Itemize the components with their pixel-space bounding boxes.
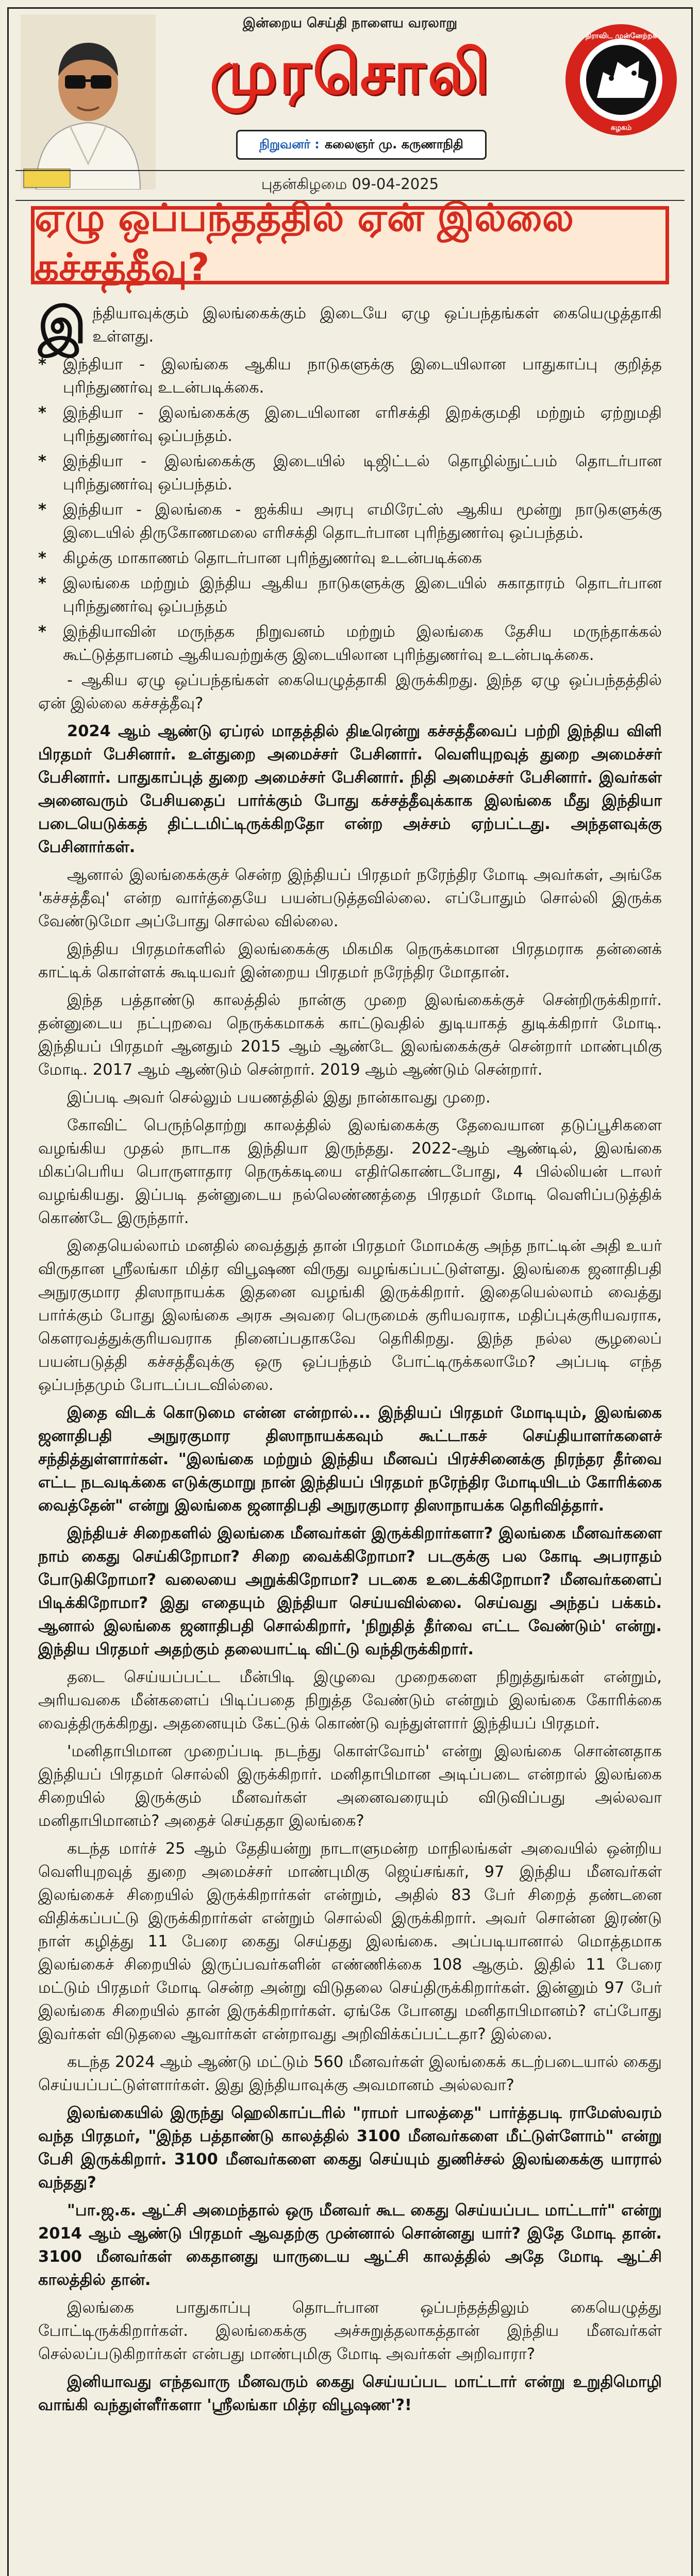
article-paragraph: இலங்கையில் இருந்து ஹெலிகாப்டரில் "ராமர் பாலத்தை" பார்த்தபடி ராமேஸ்வரம் வந்த பிரதமர், "இந்த பத்தாண்டு காலத்தில் 3100 மீனவர்களை மீட்டுள்ளோம்" என்று பேசி இருக்கிறார். 3100 மீனவர்களை கைது செய்யும் துணிச்சல் இலங்கைக்கு யாரால் வந்தது? — [38, 2104, 662, 2192]
star-bullet-icon: * — [38, 574, 46, 592]
article-paragraph: ஆனால் இலங்கைக்குச் சென்ற இந்தியப் பிரதமர் நரேந்திர மோடி அவர்கள், அங்கே 'கச்சத்தீவு' என்ற வார்த்தையே பயன்படுத்தவில்லை. எப்போதும் சொல்லி இருக்க வேண்டுமோ அப்போது சொல்ல வில்லை. — [38, 866, 662, 930]
headline: ஏழு ஒப்பந்தத்தில் ஏன் இல்லை கச்சத்தீவு? — [35, 196, 574, 290]
article-paragraph: இனியாவது எந்தவாரு மீனவரும் கைது செய்யப்பட மாட்டார் என்று உறுதிமொழி வாங்கி வந்துள்ளீர்களா 'ஸ்ரீலங்கா மித்ர விபூஷண'?! — [38, 2373, 662, 2414]
svg-text:கழகம்: கழகம் — [610, 124, 632, 132]
article-paragraph: 'மனிதாபிமான முறைப்படி நடந்து கொள்வோம்' என்று இலங்கை சொன்னதாக இந்தியப் பிரதமர் சொல்லி இருக்கிறார். மனிதாபிமான அடிப்படை என்றால் இலங்கை சிறையில் இருக்கும் மீனவர்கள் அனைவரையும் விடுவிப்பது அல்லவா மனிதாபிமானம்? அதைச் செய்ததா இலங்கை? — [38, 1742, 662, 1830]
article-paragraph: - ஆகிய ஏழு ஒப்பந்தங்கள் கையெழுத்தாகி இருக்கிறது. இந்த ஏழு ஒப்பந்தத்தில் ஏன் இல்லை கச்சத்தீவு? — [38, 671, 662, 713]
masthead — [0, 0, 700, 222]
publication-date: புதன்கிழமை 09-04-2025 — [261, 175, 439, 193]
article-paragraph: 2024 ஆம் ஆண்டு ஏப்ரல் மாதத்தில் திடீரென்று கச்சத்தீவைப் பற்றி இந்திய விளி பிரதமர் பேசினார். உள்துறை அமைச்சர் பேசினார். வெளியுறவுத் துறை அமைச்சர் பேசினார். பாதுகாப்புத் துறை அமைச்சர் பேசினார். நிதி அமைச்சர் பேசினார். இவர்கள் அனைவரும் பேசியதைப் பார்க்கும் போது கச்சத்தீவுக்காக இலங்கை மீது இந்தியா படையெடுக்கத் திட்டமிட்டிருக்கிறதோ என்ற அச்சம் ஏற்பட்டது. அந்தளவுக்கு பேசினார்கள். — [38, 722, 662, 856]
article-paragraph: இதை விடக் கொடுமை என்ன என்றால்... இந்தியப் பிரதமர் மோடியும், இலங்கை ஜனாதிபதி அநுரகுமார திஸாநாயக்கவும் கூட்டாகச் செய்தியாளர்களைச் சந்தித்துள்ளார்கள். "இலங்கை மற்றும் இந்திய மீனவப் பிரச்சினைக்கு நிரந்தர தீர்வை எட்ட நடவடிக்கை எடுக்குமாறு நான் இந்தியப் பிரதமர் நரேந்திர மோடியிடம் கோரிக்கை வைத்தேன்" என்று இலங்கை ஜனாதிபதி அநுரகுமார திஸாநாயக்க தெரிவித்தார். — [38, 1404, 662, 1515]
star-bullet-icon: * — [38, 404, 46, 422]
article-paragraph: இதையெல்லாம் மனதில் வைத்துத் தான் பிரதமர் மோமக்கு அந்த நாட்டின் அதி உயர் விருதான ஸ்ரீலங்கா மித்ர விபூஷண விருது வழங்கப்பட்டுள்ளது. இலங்கை ஜனாதிபதி அநுரகுமார திஸாநாயக்க இதனை வழங்கி இருக்கிறார். இதையெல்லாம் வைத்து பார்க்கும் போது இலங்கை அரசு அவரை பெருமைக் குரியவராக, மதிப்புக்குரியவராக, கௌரவத்துக்குரியவராக நினைப்பதாகவே தெரிகிறது. இந்த நல்ல சூழலைப் பயன்படுத்தி கச்சத்தீவுக்கு ஒரு ஒப்பந்தம் போட்டிருக்கலாமே? அப்படி எந்த ஒப்பந்தமும் போடப்படவில்லை. — [38, 1237, 662, 1394]
agreement-item: * இந்தியா - இலங்கைக்கு இடையில் டிஜிட்டல் தொழில்நுட்பம் தொடர்பான புரிந்துணர்வு ஒப்பந்தம். — [38, 450, 662, 496]
article-paragraph: கோவிட் பெருந்தொற்று காலத்தில் இலங்கைக்கு தேவையான தடுப்பூசிகளை வழங்கிய முதல் நாடாக இந்தியா இருந்தது. 2022-ஆம் ஆண்டில், இலங்கை மிகப்பெரிய பொருளாதார நெருக்கடியை எதிர்கொண்டபோது, 4 பில்லியன் டாலர் வழங்கியது. இப்படி தன்னுடைய நல்லெண்ணத்தை பிரதமர் மோடி வெளிப்படுத்திக் கொண்டே இருந்தார். — [38, 1116, 662, 1227]
agreement-item: * இந்தியா - இலங்கை - ஐக்கிய அரபு எமிரேட்ஸ் ஆகிய மூன்று நாடுகளுக்கு இடையில் திருகோணமலை எரிசக்தி தொடர்பான புரிந்துணர்வு ஒப்பந்தம். — [38, 498, 662, 545]
agreement-item: * இந்தியா - இலங்கை ஆகிய நாடுகளுக்கு இடையிலான பாதுகாப்பு குறித்த புரிந்துணர்வு உடன்படிக்கை. — [38, 353, 662, 399]
intro-text: ந்தியாவுக்கும் இலங்கைக்கும் இடையே ஏழு ஒப்பந்தங்கள் கையெழுத்தாகி உள்ளது. — [92, 304, 662, 346]
svg-text:திராவிட முன்னேற்றக்: திராவிட முன்னேற்றக் — [585, 32, 657, 40]
article-paragraph: இந்திய பிரதமர்களில் இலங்கைக்கு மிகமிக நெருக்கமான பிரதமராக தன்னைக் காட்டிக் கொள்ளக் கூடியவர் இன்றைய பிரதமர் நரேந்திர மோதான். — [38, 940, 662, 981]
agreement-item: * இந்தியாவின் மருந்தக நிறுவனம் மற்றும் இலங்கை தேசிய மருந்தாக்கல் கூட்டுத்தாபனம் ஆகியவற்றுக்கு இடையிலான புரிந்துணர்வு உடன்படிக்கை. — [38, 620, 662, 667]
article-body — [38, 297, 662, 2576]
founder-credit — [236, 130, 487, 160]
newspaper-logotype: முரசொலி — [209, 37, 492, 108]
star-bullet-icon: * — [38, 355, 46, 374]
article-paragraph: இலங்கை பாதுகாப்பு தொடர்பான ஒப்பந்தத்திலும் கையெழுத்து போட்டிருக்கிறார்கள். இலங்கைக்கு அச்சுறுத்தலாகத்தான் இந்திய மீனவர்கள் செல்லப்படுகிறார்கள் என்பது மாண்புமிகு மோடி அவர்கள் அறிவாரா? — [38, 2299, 662, 2363]
star-bullet-icon: * — [38, 623, 46, 641]
masthead-tagline: இன்றைய செய்தி நாளைய வரலாறு — [242, 15, 458, 31]
article-paragraph: இப்படி அவர் செல்லும் பயணத்தில் இது நான்காவது முறை. — [67, 1089, 491, 1107]
agreement-item: * இலங்கை மற்றும் இந்திய ஆகிய நாடுகளுக்கு இடையில் சுகாதாரம் தொடர்பான புரிந்துணர்வு ஒப்பந்தம் — [38, 572, 662, 618]
party-emblem-icon — [562, 21, 680, 139]
headline-banner — [31, 196, 669, 290]
article-paragraph: இந்தியச் சிறைகளில் இலங்கை மீனவர்கள் இருக்கிறார்களா? இலங்கை மீனவர்களை நாம் கைது செய்கிறோமா? சிறை வைக்கிறோமா? படகுக்கு பல கோடி அபராதம் போடுகிறோமா? வலையை அறுக்கிறோமா? படகை உடைக்கிறோமா? மீனவர்களைப் பிடிக்கிறோமா? இது எதையும் இந்தியா செய்யவில்லை. செய்வது அந்தப் பக்கம். ஆனால் இலங்கை ஜனாதிபதி சொல்கிறார், 'நிறுதித் தீர்வை எட்ட வேண்டும்' என்று. இந்திய பிரதமர் அதற்கும் தலையாட்டி விட்டு வந்திருக்கிறார். — [38, 1524, 662, 1658]
founder-name: கலைஞர் மு. கருணாநிதி — [324, 137, 463, 151]
intro-paragraph — [38, 297, 662, 354]
article-paragraph: தடை செய்யப்பட்ட மீன்பிடி இழுவை முறைகளை நிறுத்துங்கள் என்றும், அரியவகை மீன்களைப் பிடிப்பதை நிறுத்த வேண்டும் என்றும் இலங்கை கோரிக்கை வைத்திருக்கிறது. அதனையும் கேட்டுக் கொண்டு வந்துள்ளார் இந்தியப் பிரதமர். — [38, 1668, 662, 1733]
star-bullet-icon: * — [38, 501, 46, 519]
star-bullet-icon: * — [38, 452, 46, 470]
masthead-rule — [15, 170, 685, 171]
article-paragraph: கடந்த மார்ச் 25 ஆம் தேதியன்று நாடாளுமன்ற மாநிலங்கள் அவையில் ஒன்றிய வெளியுறவுத் துறை அமைச்சர் மாண்புமிகு ஜெய்சங்கர், 97 இந்திய மீனவர்கள் இலங்கைச் சிறையில் இருக்கிறார்கள் என்றும், அதில் 83 பேர் சிறைத் தண்டனை விதிக்கப்பட்டு இருக்கிறார்கள் என்றும் சொல்லி இருக்கிறார். அவர் சொன்ன இரண்டு நாள் கழித்து 11 பேரை கைது செய்தது இலங்கை. அப்படியானால் மொத்தமாக இலங்கைச் சிறையில் இருப்பவர்களின் எண்ணிக்கை 108 ஆகும். இதில் 11 பேரை மட்டும் பிரதமர் மோடி சென்ற அன்று விடுதலை செய்திருக்கிறார்கள். இன்னும் 97 பேர் இலங்கை சிறையில் தான் இருக்கிறார்கள். ஏங்கே போனது மனிதாபிமானம்? எப்போது இவர்கள் விடுதலை ஆவார்கள் என்றாவது அறிவிக்கப்பட்டதா? இல்லை. — [38, 1840, 662, 2043]
drop-cap: இ — [38, 297, 87, 354]
founder-label: நிறுவனர் : — [259, 137, 320, 151]
star-bullet-icon: * — [38, 549, 46, 567]
agreement-item: * கிழக்கு மாகாணம் தொடர்பான புரிந்துணர்வு உடன்படிக்கை — [38, 547, 662, 570]
article-paragraph: இந்த பத்தாண்டு காலத்தில் நான்கு முறை இலங்கைக்குச் சென்றிருக்கிறார். தன்னுடைய நட்புறவை நெருக்கமாகக் காட்டுவதில் துடியாகத் துடிக்கிறார் மோடி. இந்தியப் பிரதமர் ஆனதும் 2015 ஆம் ஆண்டே இலங்கைக்குச் சென்றார் மாண்புமிகு மோடி. 2017 ஆம் ஆண்டும் சென்றார். 2019 ஆம் ஆண்டும் சென்றார். — [38, 991, 662, 1079]
agreement-item: * இந்தியா - இலங்கைக்கு இடையிலான எரிசக்தி இறக்குமதி மற்றும் ஏற்றுமதி புரிந்துணர்வு ஒப்பந்தம். — [38, 401, 662, 448]
article-paragraph: "பா.ஜ.க. ஆட்சி அமைந்தால் ஒரு மீனவர் கூட கைது செய்யப்பட மாட்டார்" என்று 2014 ஆம் ஆண்டு பிரதமர் ஆவதற்கு முன்னால் சொன்னது யார்? இதே மோடி தான். 3100 மீனவர்கள் கைதானது யாருடைய ஆட்சி காலத்தில் அதே மோடி ஆட்சி காலத்தில் தான். — [38, 2201, 662, 2289]
founder-portrait — [21, 14, 156, 190]
article-paragraph: கடந்த 2024 ஆம் ஆண்டு மட்டும் 560 மீனவர்கள் இலங்கைக் கடற்படையால் கைது செய்யப்பட்டுள்ளார்கள். இது இந்தியாவுக்கு அவமானம் அல்லவா? — [38, 2053, 662, 2094]
